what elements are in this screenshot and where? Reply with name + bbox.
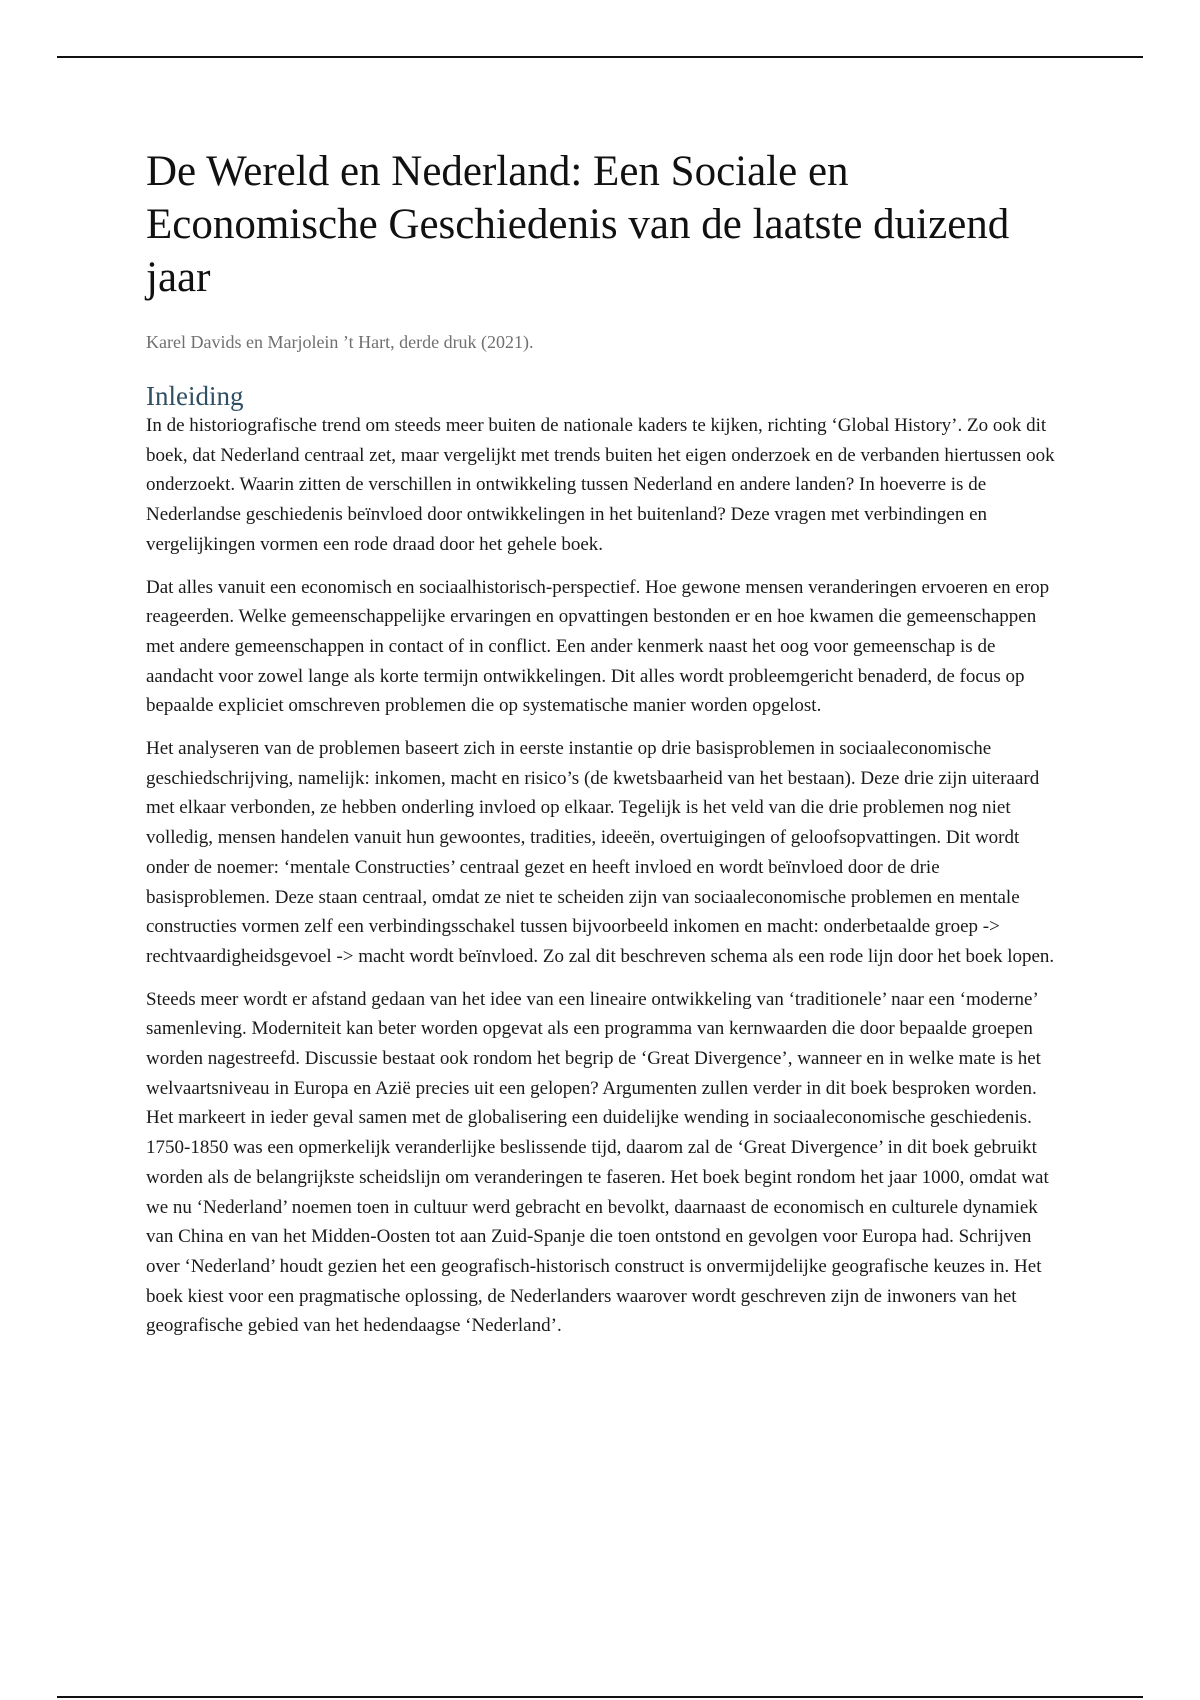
top-rule [57, 56, 1143, 58]
paragraph-4: Steeds meer wordt er afstand gedaan van het idee van een lineaire ontwikkeling van ‘traditionele’ naar een ‘moderne’ samenleving. Moderniteit kan beter worden opgevat als een programma van kernwaarden die door bepaalde groepen worden nagestreefd. Discussie bestaat ook rondom het begrip de ‘Great Divergence’, wanneer en in welke mate is het welvaartsniveau in Europa en Azië precies uit een gelopen? Argumenten zullen verder in dit boek besproken worden. Het markeert in ieder geval samen met de globalisering een duidelijke wending in sociaaleconomische geschiedenis. 1750-1850 was een opmerkelijk veranderlijke beslissende tijd, daarom zal de ‘Great Divergence’ in dit boek gebruikt worden als de belangrijkste scheidslijn om veranderingen te faseren. Het boek begint rondom het jaar 1000, omdat wat we nu ‘Nederland’ noemen toen in cultuur werd gebracht en bevolkt, daarnaast de economisch en culturele dynamiek van China en van het Midden-Oosten tot aan Zuid-Spanje die toen ontstond en gevolgen voor Europa had. Schrijven over ‘Nederland’ houdt gezien het een geografisch-historisch construct is onvermijdelijke geografische keuzes in. Het boek kiest voor een pragmatische oplossing, de Nederlanders waarover wordt geschreven zijn de inwoners van het geografische gebied van het hedendaagse ‘Nederland’. [146, 988, 1049, 1337]
document-subtitle: Karel Davids en Marjolein ’t Hart, derde druk (2021). [146, 332, 534, 352]
paragraph-1: In de historiografische trend om steeds meer buiten de nationale kaders te kijken, richting ‘Global History’. Zo ook dit boek, dat Nederland centraal zet, maar vergelijkt met trends buiten het eigen onderzoek en de verbanden hiertussen ook onderzoekt. Waarin zitten de verschillen in ontwikkeling tussen Nederland en andere landen? In hoeverre is de Nederlandse geschiedenis beïnvloed door ontwikkelingen in het buitenland? Deze vragen met verbindingen en vergelijkingen vormen een rode draad door het gehele boek. [146, 415, 1055, 555]
bottom-rule [57, 1696, 1143, 1698]
document-body [146, 145, 1066, 1341]
paragraph-3: Het analyseren van de problemen baseert zich in eerste instantie op drie basisproblemen in sociaaleconomische geschiedschrijving, namelijk: inkomen, macht en risico’s (de kwetsbaarheid van het bestaan). Deze drie zijn uiteraard met elkaar verbonden, ze hebben onderling invloed op elkaar. Tegelijk is het veld van die drie problemen nog niet volledig, mensen handelen vanuit hun gewoontes, tradities, ideeën, overtuigingen of geloofsopvattingen. Dit wordt onder de noemer: ‘mentale Constructies’ centraal gezet en heeft invloed en wordt beïnvloed door de drie basisproblemen. Deze staan centraal, omdat ze niet te scheiden zijn van sociaaleconomische problemen en mentale constructies vormen zelf een verbindingsschakel tussen bijvoorbeeld inkomen en macht: onderbetaalde groep -> rechtvaardigheidsgevoel -> macht wordt beïnvloed. Zo zal dit beschreven schema als een rode lijn door het boek lopen. [146, 738, 1055, 967]
section-heading: Inleiding [146, 381, 244, 411]
paragraph-2: Dat alles vanuit een economisch en sociaalhistorisch-perspectief. Hoe gewone mensen veranderingen ervoeren en erop reageerden. Welke gemeenschappelijke ervaringen en opvattingen bestonden er en hoe kwamen die gemeenschappen met andere gemeenschappen in contact of in conflict. Een ander kenmerk naast het oog voor gemeenschap is de aandacht voor zowel lange als korte termijn ontwikkelingen. Dit alles wordt probleemgericht benaderd, de focus op bepaalde expliciet omschreven problemen die op systematische manier worden opgelost. [146, 576, 1050, 717]
document-title: De Wereld en Nederland: Een Sociale en Economische Geschiedenis van de laatste duizend jaar [146, 148, 1010, 301]
